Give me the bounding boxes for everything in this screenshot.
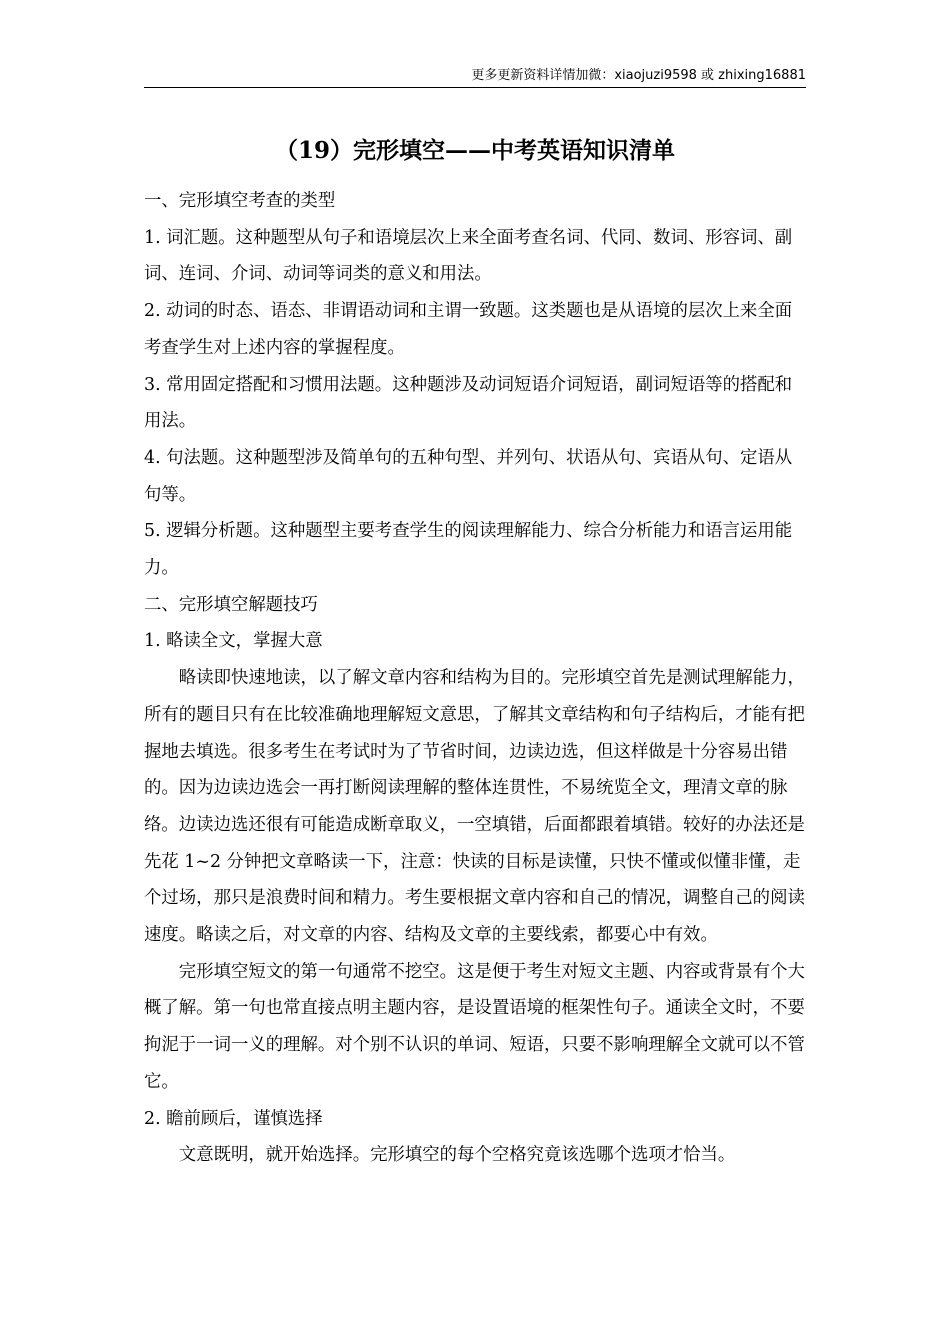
paragraph-syntax: 4. 句法题。这种题型涉及简单句的五种句型、并列句、状语从句、宾语从句、定语从句等。 (144, 447, 793, 505)
page-header: 更多更新资料详情加微：xiaojuzi9598 或 zhixing16881 (471, 68, 806, 83)
paragraph-vocabulary: 1. 词汇题。这种题型从句子和语境层次上来全面考查名词、代同、数词、形容词、副词、连词、介词、动词等词类的意义和用法。 (144, 227, 793, 285)
paragraph-collocations: 3. 常用固定搭配和习惯用法题。这种题涉及动词短语介词短语，副词短语等的搭配和用法。 (144, 374, 793, 432)
paragraph-first-sentence: 完形填空短文的第一句通常不挖空。这是便于考生对短文主题、内容或背景有个大概了解。第一句也常直接点明主题内容，是设置语境的框架性句子。通读全文时，不要拘泥于一词一义的理解。对个别不认识的单词、短语，只要不影响理解全文就可以不管它。 (144, 961, 805, 1092)
subheading-choose: 2. 瞻前顾后，谨慎选择 (144, 1108, 323, 1129)
paragraph-logic: 5. 逻辑分析题。这种题型主要考查学生的阅读理解能力、综合分析能力和语言运用能力。 (144, 521, 793, 579)
document-body (144, 183, 806, 1174)
section-heading-techniques: 二、完形填空解题技巧 (144, 594, 318, 615)
paragraph-skim-body: 略读即快速地读，以了解文章内容和结构为目的。完形填空首先是测试理解能力，所有的题目只有在比较准确地理解短文意思，了解其文章结构和句子结构后，才能有把握地去填选。很多考生在考试时为了节省时间，边读边选，但这样做是十分容易出错的。因为边读边选会一再打断阅读理解的整体连贯性，不易统览全文，理清文章的脉络。边读边选还很有可能造成断章取义，一空填错，后面都跟着填错。较好的办法还是先花 1~2 分钟把文章略读一下，注意：快读的目标是读懂，只快不懂或似懂非懂，走个过场，那只是浪费时间和精力。考生要根据文章内容和自己的情况，调整自己的阅读速度。略读之后，对文章的内容、结构及文章的主要线索，都要心中有效。 (144, 668, 805, 946)
section-heading-types: 一、完形填空考查的类型 (144, 191, 336, 211)
paragraph-verbs: 2. 动词的时态、语态、非谓语动词和主谓一致题。这类题也是从语境的层次上来全面考查学生对上述内容的掌握程度。 (144, 301, 793, 358)
document-title: （19）完形填空——中考英语知识清单 (274, 137, 675, 164)
header-divider (144, 87, 806, 88)
subheading-skim: 1. 略读全文，掌握大意 (144, 631, 323, 652)
paragraph-choose-body: 文意既明，就开始选择。完形填空的每个空格究竟该选哪个选项才恰当。 (178, 1145, 736, 1166)
